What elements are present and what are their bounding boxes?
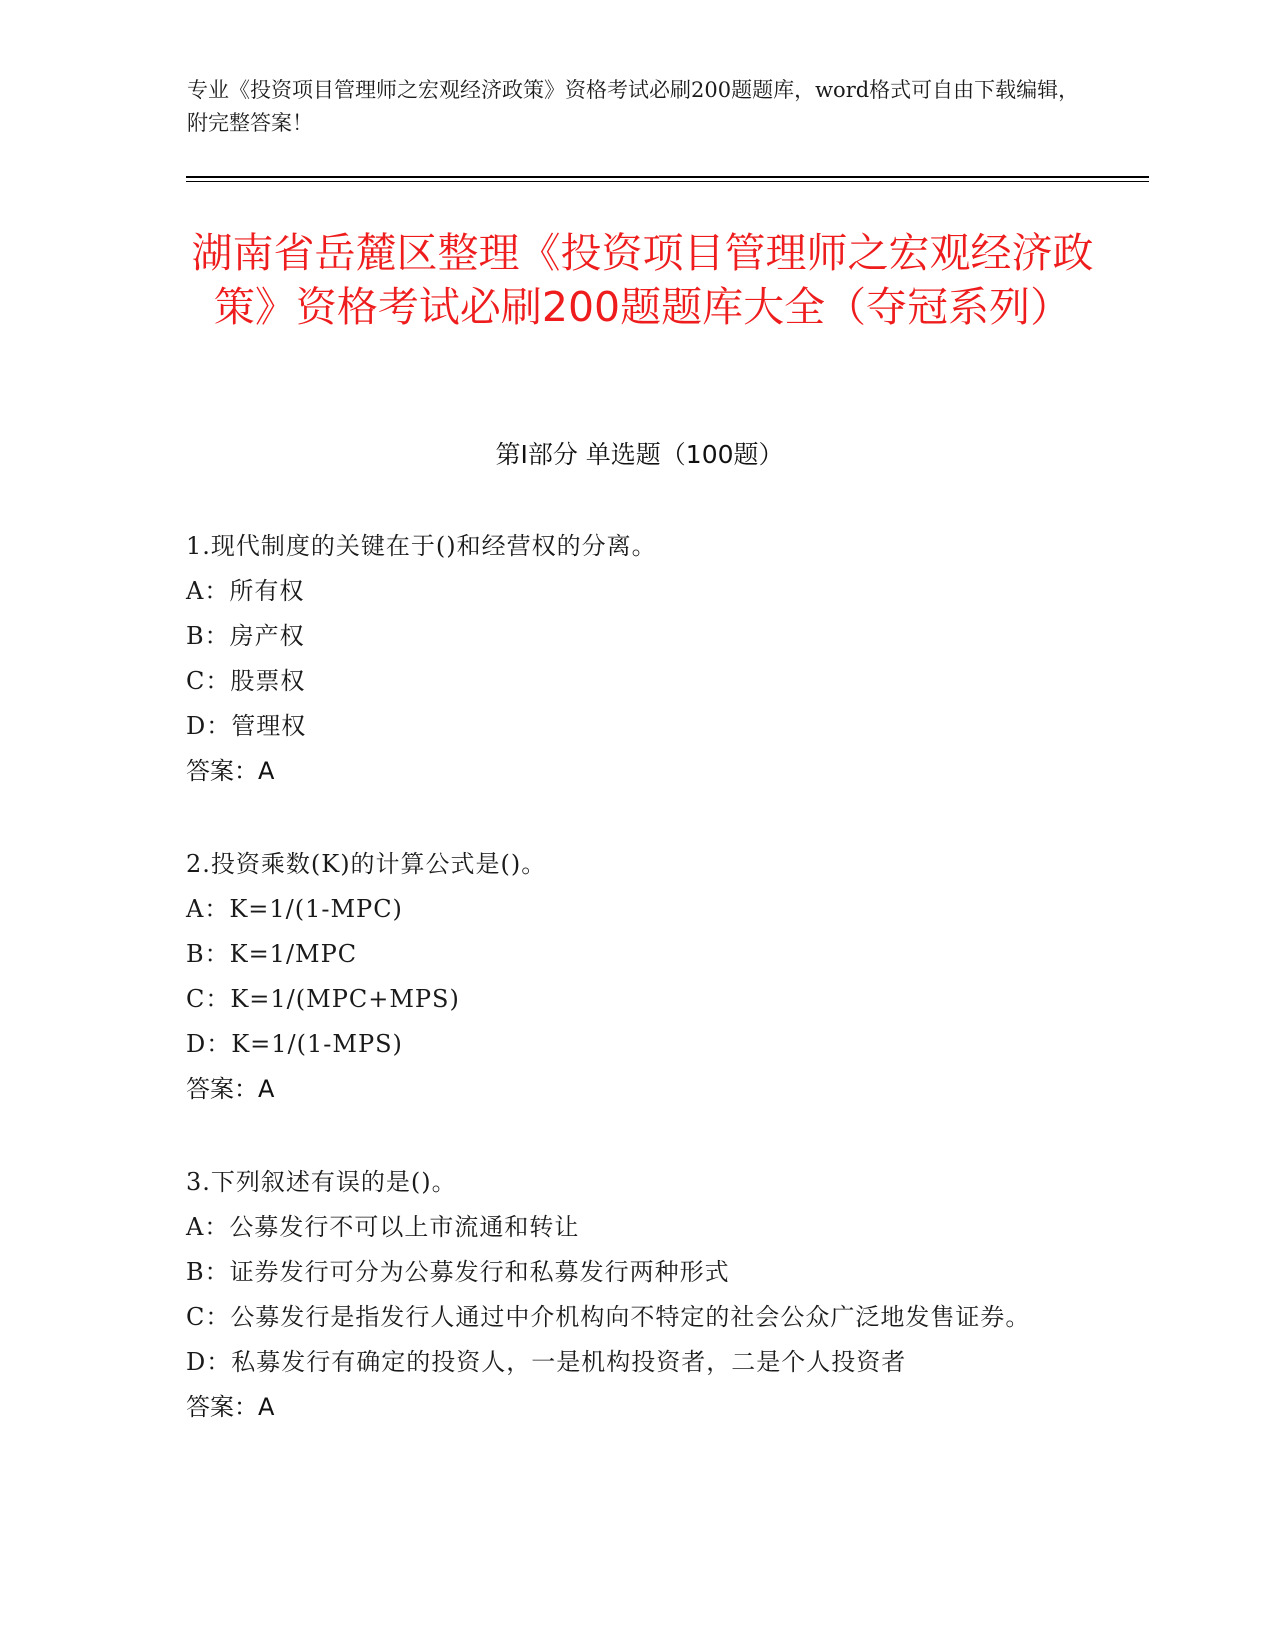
option-c: C：股票权 — [186, 667, 306, 695]
answer-line: 答案：A — [186, 757, 275, 785]
answer-line: 答案：A — [186, 1075, 275, 1103]
question-stem: 1.现代制度的关键在于()和经营权的分离。 — [186, 532, 657, 560]
option-c: C：K=1/(MPC+MPS) — [186, 985, 460, 1013]
option-c: C：公募发行是指发行人通过中介机构向不特定的社会公众广泛地发售证券。 — [186, 1303, 1031, 1331]
option-a: A：公募发行不可以上市流通和转让 — [186, 1213, 580, 1241]
question-stem: 3.下列叙述有误的是()。 — [186, 1168, 457, 1196]
question-1 — [186, 524, 1086, 794]
option-d: D：管理权 — [186, 712, 307, 740]
header-divider-thin — [186, 181, 1149, 182]
question-3 — [186, 1160, 1086, 1430]
option-a: A：所有权 — [186, 577, 305, 605]
question-stem: 2.投资乘数(K)的计算公式是()。 — [186, 850, 547, 878]
option-d: D：私募发行有确定的投资人，一是机构投资者，二是个人投资者 — [186, 1348, 907, 1376]
answer-line: 答案：A — [186, 1393, 275, 1421]
section-title: 第I部分 单选题（100题） — [495, 440, 784, 469]
option-b: B：房产权 — [186, 622, 305, 650]
option-d: D：K=1/(1-MPS) — [186, 1030, 403, 1058]
option-a: A：K=1/(1-MPC) — [186, 895, 403, 923]
header-note: 专业《投资项目管理师之宏观经济政策》资格考试必刷200题题库，word格式可自由下载编辑，附完整答案！ — [187, 78, 1080, 135]
question-2 — [186, 842, 1086, 1112]
document-title: 湖南省岳麓区整理《投资项目管理师之宏观经济政策》资格考试必刷200题题库大全（夺冠系列） — [191, 229, 1094, 331]
option-b: B：证券发行可分为公募发行和私募发行两种形式 — [186, 1258, 730, 1286]
header-divider-thick — [186, 176, 1149, 178]
option-b: B：K=1/MPC — [186, 940, 358, 968]
